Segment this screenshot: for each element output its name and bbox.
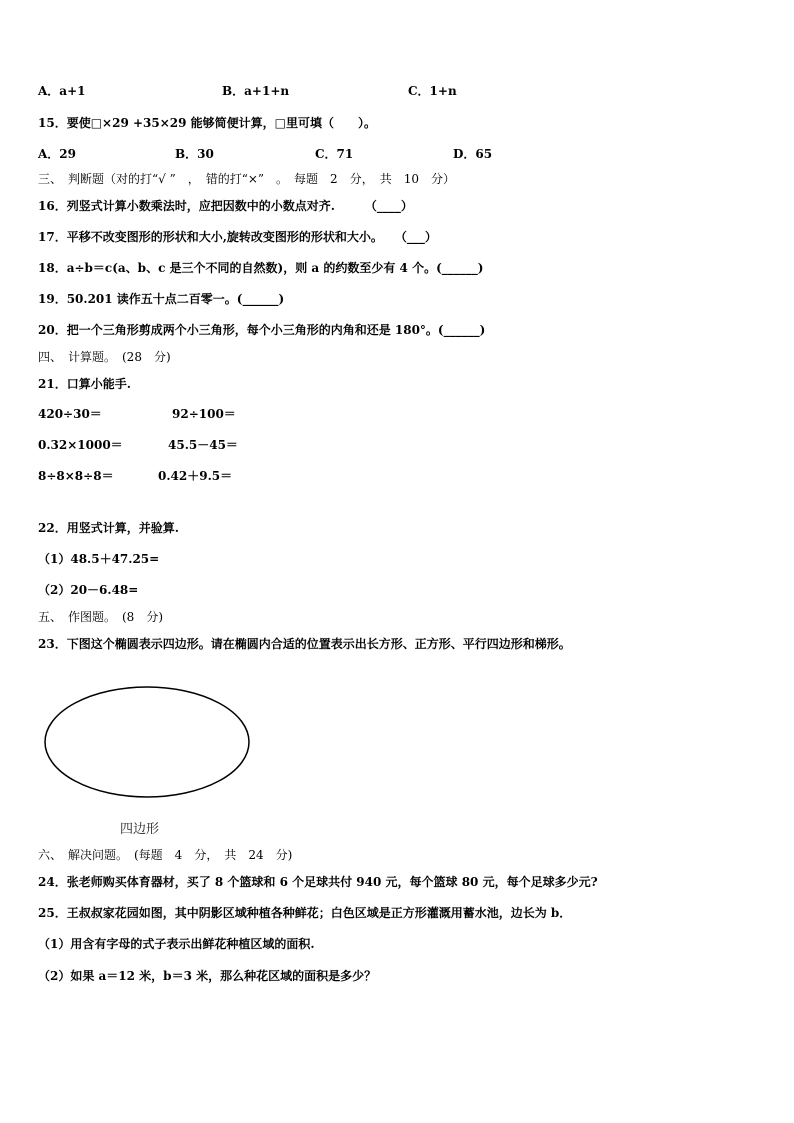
q16: 16．列竖式计算小数乘法时，应把因数中的小数点对齐. （____） [38,199,413,213]
q14-option-c: C．1+n [408,84,457,98]
q21-calc-3: 0.32×1000＝ [38,438,123,452]
ellipse-caption: 四边形 [120,822,160,837]
q22-stem: 22．用竖式计算，并验算. [38,521,179,535]
q15-option-d: D．65 [453,147,493,161]
q19: 19．50.201 读作五十点二百零一。(______) [38,292,285,306]
section5-title: 五、 作图题。 (8 分) [38,610,163,624]
section6-title: 六、 解决问题。 (每题 4 分， 共 24 分) [38,848,293,862]
q15-option-c: C．71 [315,147,354,161]
q22-item-1: （1）48.5＋47.25= [38,552,160,566]
q22-item-2: （2）20－6.48= [38,583,139,597]
q15-option-b: B．30 [175,147,214,161]
section3-title: 三、 判断题（对的打“√ ” ， 错的打“×” 。 每题 2 分， 共 10 分） [38,172,455,186]
q21-stem: 21．口算小能手. [38,377,131,391]
q21-calc-5: 8÷8×8÷8＝ [38,469,114,483]
q25-item-1: （1）用含有字母的式子表示出鲜花种植区域的面积. [38,937,315,951]
q21-calc-1: 420÷30＝ [38,407,102,421]
q21-calc-4: 45.5－45＝ [168,438,238,452]
q24: 24．张老师购买体育器材，买了 8 个篮球和 6 个足球共付 940 元，每个篮球 80 元，每个足球多少元? [38,875,598,889]
q14-option-a: A．a+1 [38,84,86,98]
q25-item-2: （2）如果 a＝12 米，b＝3 米，那么种花区域的面积是多少？ [38,969,377,983]
q14-option-b: B．a+1+n [222,84,290,98]
q17: 17．平移不改变图形的形状和大小,旋转改变图形的形状和大小。 （___） [38,230,437,244]
q18: 18．a÷b＝c(a、b、c 是三个不同的自然数)，则 a 的约数至少有 4 个。(______) [38,261,484,275]
q21-calc-6: 0.42＋9.5＝ [158,469,233,483]
q15-stem: 15．要使□×29 +35×29 能够简便计算，□里可填（ ）。 [38,116,376,130]
q25-stem: 25．王叔叔家花园如图，其中阴影区域种植各种鲜花；白色区域是正方形灌溉用蓄水池，边长为 b． [38,906,572,920]
q15-option-a: A．29 [38,147,77,161]
q21-calc-2: 92÷100＝ [172,407,236,421]
quadrilateral-ellipse [42,684,252,800]
section4-title: 四、 计算题。 (28 分) [38,350,171,364]
q20: 20．把一个三角形剪成两个小三角形，每个小三角形的内角和还是 180°。(______) [38,323,486,337]
q23-stem: 23．下图这个椭圆表示四边形。请在椭圆内合适的位置表示出长方形、正方形、平行四边形和梯形。 [38,637,571,651]
